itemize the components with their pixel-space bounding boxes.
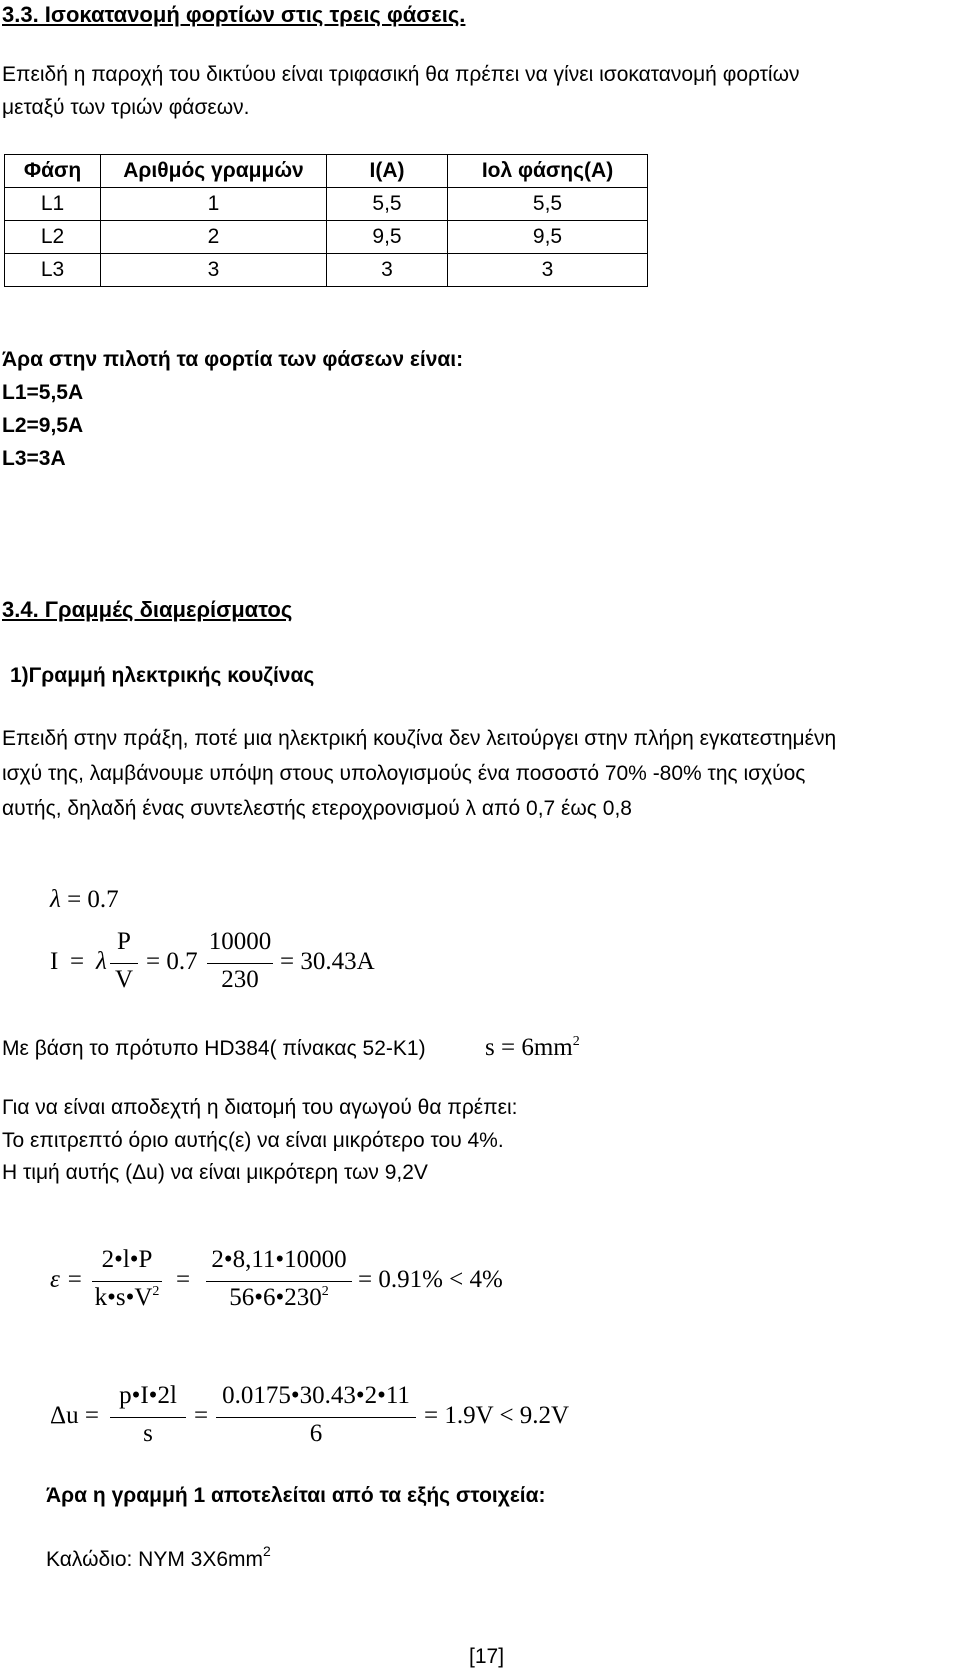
section-34-title: 3.4. Γραμμές διαμερίσματος — [2, 597, 293, 622]
standard-formula: $s = 6mm^2$ — [485, 1034, 580, 1061]
fraction-denominator: 230 — [221, 966, 259, 993]
table-row — [5, 188, 648, 221]
fraction-bar — [92, 1281, 162, 1282]
fraction-numerator: 10000 — [208, 928, 272, 955]
header-line-count: Αριθμός γραμμών — [101, 155, 327, 188]
table-cell: 3 — [101, 254, 327, 287]
fraction-denominator: s — [143, 1420, 153, 1447]
conclusion-heading: Άρα η γραμμή 1 αποτελείται από τα εξής στοιχεία: — [46, 1484, 546, 1507]
table-cell: L2 — [5, 221, 101, 254]
fraction-numerator: 2•l•P — [101, 1246, 153, 1273]
table-cell: L1 — [5, 188, 101, 221]
fraction-bar — [207, 963, 273, 964]
fraction-numerator: 2•8,11•10000 — [211, 1246, 347, 1273]
formula-current-lhs: I — [50, 948, 59, 975]
paragraph-line-3: αυτής, δηλαδή ένας συντελεστής ετεροχρονισμού λ από 0,7 έως 0,8 — [2, 797, 632, 820]
header-current: I(A) — [327, 155, 448, 188]
header-phase-total: Ιολ φάσης(A) — [448, 155, 648, 188]
formula-epsilon-lhs: ε = — [50, 1266, 83, 1293]
fraction-bar — [110, 963, 138, 964]
formula-epsilon-eq: = — [176, 1266, 191, 1293]
page-number: [17] — [469, 1645, 505, 1668]
table-cell: 9,5 — [327, 221, 448, 254]
fraction-denominator: $56•6•230^2$ — [229, 1284, 329, 1311]
table-cell: 5,5 — [327, 188, 448, 221]
fraction-power-over-voltage — [207, 928, 273, 998]
fraction-p-over-v — [110, 928, 138, 998]
cable-spec: Καλώδιο: NYM $3X6mm^2$ — [46, 1543, 271, 1571]
table-row — [5, 254, 648, 287]
fraction-bar — [110, 1417, 186, 1418]
fraction-epsilon-general — [92, 1246, 162, 1318]
table-cell: 5,5 — [448, 188, 648, 221]
summary-l1: L1=5,5A — [2, 381, 84, 404]
formula-current-lambda: λ — [96, 948, 107, 975]
fraction-numerator: P — [117, 928, 131, 955]
kitchen-line-subtitle: 1)Γραμμή ηλεκτρικής κουζίνας — [10, 664, 315, 687]
fraction-bar — [206, 1281, 352, 1282]
criteria-line-1: Για να είναι αποδεχτή η διατομή του αγωγού θα πρέπει: — [2, 1096, 518, 1119]
table-cell: 3 — [327, 254, 448, 287]
formula-du-eq: = — [194, 1402, 209, 1429]
table-cell: 2 — [101, 221, 327, 254]
lambda-symbol: λ — [50, 886, 61, 913]
formula-current-result: = 30.43A — [280, 948, 375, 975]
fraction-du-values — [216, 1382, 416, 1454]
table-cell: L3 — [5, 254, 101, 287]
fraction-bar — [216, 1417, 416, 1418]
formula-current-eq1: = — [70, 948, 85, 975]
summary-l2: L2=9,5A — [2, 414, 84, 437]
fraction-numerator: p•I•2l — [119, 1382, 177, 1409]
section-33-title: 3.3. Ισοκατανομή φορτίων στις τρεις φάσεις. — [2, 2, 466, 27]
fraction-numerator: 0.0175•30.43•2•11 — [222, 1382, 410, 1409]
standard-text: Με βάση το πρότυπο HD384( πίνακας 52-K1) — [2, 1037, 426, 1060]
summary-heading: Άρα στην πιλοτή τα φορτία των φάσεων είναι: — [2, 348, 464, 371]
formula-du-lhs: Δu = — [50, 1402, 99, 1429]
formula-lambda — [50, 886, 119, 914]
table-cell: 9,5 — [448, 221, 648, 254]
criteria-line-3: Η τιμή αυτής (Δu) να είναι μικρότερη των 9,2V — [2, 1161, 428, 1184]
intro-line-2: μεταξύ των τριών φάσεων. — [2, 96, 250, 119]
formula-current-eq2: = 0.7 — [146, 948, 198, 975]
table-row — [5, 221, 648, 254]
phase-load-table — [4, 154, 648, 287]
paragraph-line-1: Επειδή στην πράξη, ποτέ μια ηλεκτρική κουζίνα δεν λειτούργει στην πλήρη εγκατεστημένη — [2, 727, 837, 750]
table-cell: 1 — [101, 188, 327, 221]
criteria-line-2: Το επιτρεπτό όριο αυτής(ε) να είναι μικρότερο του 4%. — [2, 1129, 504, 1152]
summary-l3: L3=3A — [2, 447, 66, 470]
fraction-denominator: V — [114, 966, 134, 993]
intro-line-1: Επειδή η παροχή του δικτύου είναι τριφασική θα πρέπει να γίνει ισοκατανομή φορτίων — [2, 63, 800, 86]
fraction-denominator: $k•s•V^2$ — [94, 1284, 160, 1311]
formula-epsilon-result: = 0.91% < 4% — [358, 1266, 503, 1293]
table-header-row — [5, 155, 648, 188]
fraction-epsilon-values — [206, 1246, 352, 1318]
paragraph-line-2: ισχύ της, λαμβάνουμε υπόψη στους υπολογισμούς ένα ποσοστό 70% -80% της ισχύος — [2, 762, 806, 785]
lambda-value: = 0.7 — [67, 886, 119, 913]
fraction-du-general — [110, 1382, 186, 1454]
table-cell: 3 — [448, 254, 648, 287]
formula-du-result: = 1.9V < 9.2V — [424, 1402, 570, 1429]
header-phase: Φάση — [5, 155, 101, 188]
fraction-denominator: 6 — [309, 1420, 323, 1447]
